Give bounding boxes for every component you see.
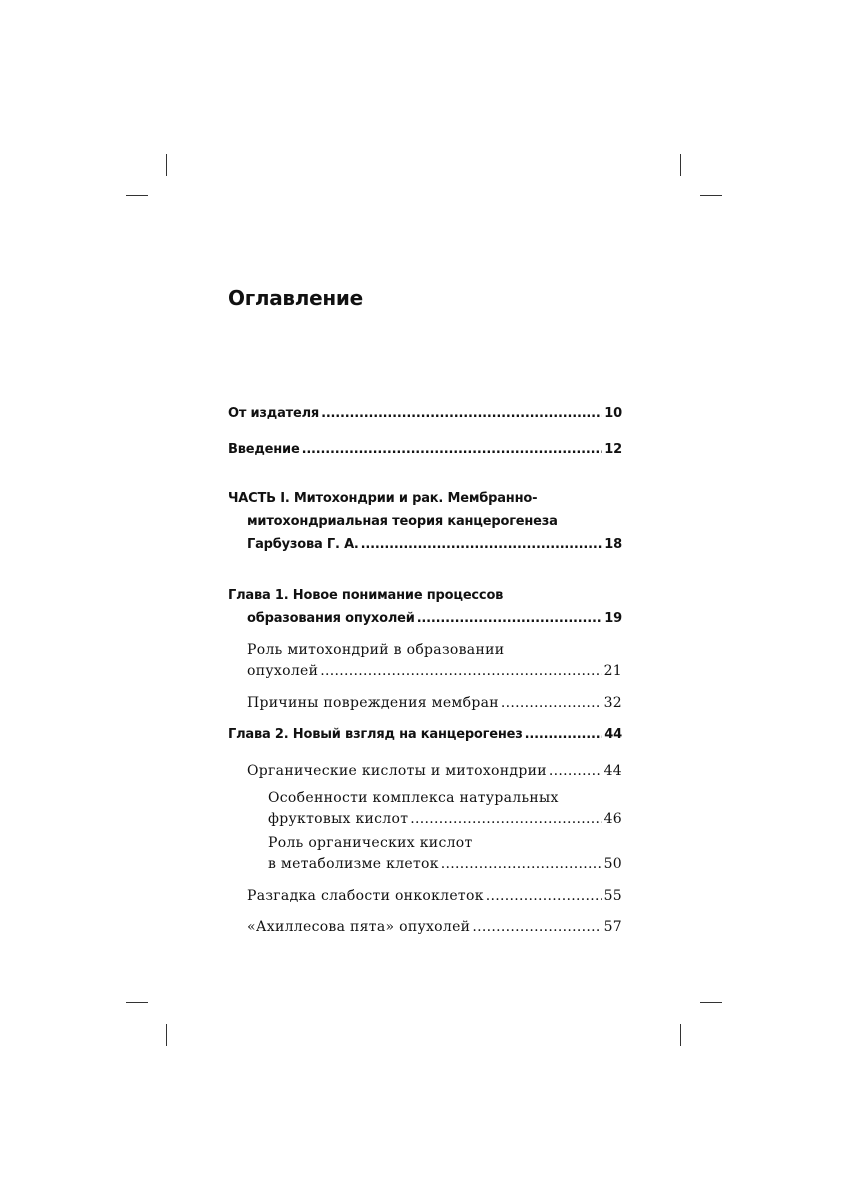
crop-mark-top-right-horizontal xyxy=(700,195,722,196)
leader-dots xyxy=(410,809,601,830)
toc-entry-chapter-1[interactable] xyxy=(228,584,622,630)
toc-entry-ch1-section-2[interactable] xyxy=(247,693,622,714)
toc-entry-ch2-section-3[interactable] xyxy=(247,917,622,938)
toc-entry-ch2-section-2[interactable] xyxy=(247,886,622,907)
toc-entry-label-continued: Гарбузова Г. А. xyxy=(247,537,359,552)
crop-mark-top-left-vertical xyxy=(166,154,167,176)
toc-entry-label-continued: митохондриальная теория канцерогенеза xyxy=(247,514,558,529)
toc-entry-ch2-section-1[interactable] xyxy=(247,761,622,782)
crop-mark-bottom-right-vertical xyxy=(680,1024,681,1046)
toc-entry-label: Глава 2. Новый взгляд на канцерогенез xyxy=(228,727,523,742)
leader-dots xyxy=(549,761,602,782)
toc-page-number: 50 xyxy=(603,856,622,872)
toc-entry-label: Разгадка слабости онкоклеток xyxy=(247,888,484,904)
toc-page-number: 12 xyxy=(604,442,622,457)
toc-entry-label: Глава 1. Новое понимание процессов xyxy=(228,588,504,603)
leader-dots xyxy=(320,661,601,682)
toc-entry-label-continued: фруктовых кислот xyxy=(268,811,409,827)
toc-page-number: 10 xyxy=(604,406,622,421)
toc-entry-label: ЧАСТЬ I. Митохондрии и рак. Мембранно- xyxy=(228,491,538,506)
toc-entry-ch1-section-1[interactable] xyxy=(247,640,622,682)
crop-mark-top-left-horizontal xyxy=(126,195,148,196)
toc-entry-label: Роль органических кислот xyxy=(268,835,473,851)
toc-page-number: 46 xyxy=(603,811,622,827)
crop-mark-bottom-right-horizontal xyxy=(700,1002,722,1003)
toc-entry-label: Роль митохондрий в образовании xyxy=(247,642,505,658)
toc-entry-chapter-2[interactable] xyxy=(228,723,622,746)
toc-entry-part-1[interactable] xyxy=(228,487,622,556)
crop-mark-bottom-left-horizontal xyxy=(126,1002,148,1003)
toc-page-number: 44 xyxy=(603,763,622,779)
leader-dots xyxy=(472,917,601,938)
toc-entry-label: Причины повреждения мембран xyxy=(247,695,499,711)
toc-entry-label: Особенности комплекса натуральных xyxy=(268,790,559,806)
leader-dots xyxy=(501,693,602,714)
toc-page-number: 19 xyxy=(604,611,622,626)
toc-entry-intro[interactable] xyxy=(228,438,622,461)
leader-dots xyxy=(525,723,603,746)
toc-entry-label-continued: образования опухолей xyxy=(247,611,415,626)
leader-dots xyxy=(486,886,602,907)
toc-page-number: 21 xyxy=(603,663,622,679)
toc-page-number: 32 xyxy=(603,695,622,711)
crop-mark-bottom-left-vertical xyxy=(166,1024,167,1046)
toc-page-number: 18 xyxy=(604,537,622,552)
leader-dots xyxy=(321,402,602,425)
toc-page-number: 55 xyxy=(603,888,622,904)
leader-dots xyxy=(417,607,603,630)
toc-entry-label-continued: опухолей xyxy=(247,663,319,679)
toc-entry-publisher[interactable] xyxy=(228,402,622,425)
page-title: Оглавление xyxy=(228,286,363,310)
leader-dots xyxy=(302,438,603,461)
toc-entry-label: От издателя xyxy=(228,406,320,421)
toc-entry-label: Органические кислоты и митохондрии xyxy=(247,763,547,779)
toc-page-number: 44 xyxy=(604,727,622,742)
toc-entry-label: Введение xyxy=(228,442,300,457)
leader-dots xyxy=(441,854,602,875)
toc-entry-ch2-subsection-a[interactable] xyxy=(268,788,622,830)
toc-entry-label: «Ахиллесова пята» опухолей xyxy=(247,919,471,935)
crop-mark-top-right-vertical xyxy=(680,154,681,176)
leader-dots xyxy=(361,533,603,556)
toc-entry-label-continued: в метаболизме клеток xyxy=(268,856,439,872)
toc-entry-ch2-subsection-b[interactable] xyxy=(268,833,622,875)
toc-page-number: 57 xyxy=(603,919,622,935)
